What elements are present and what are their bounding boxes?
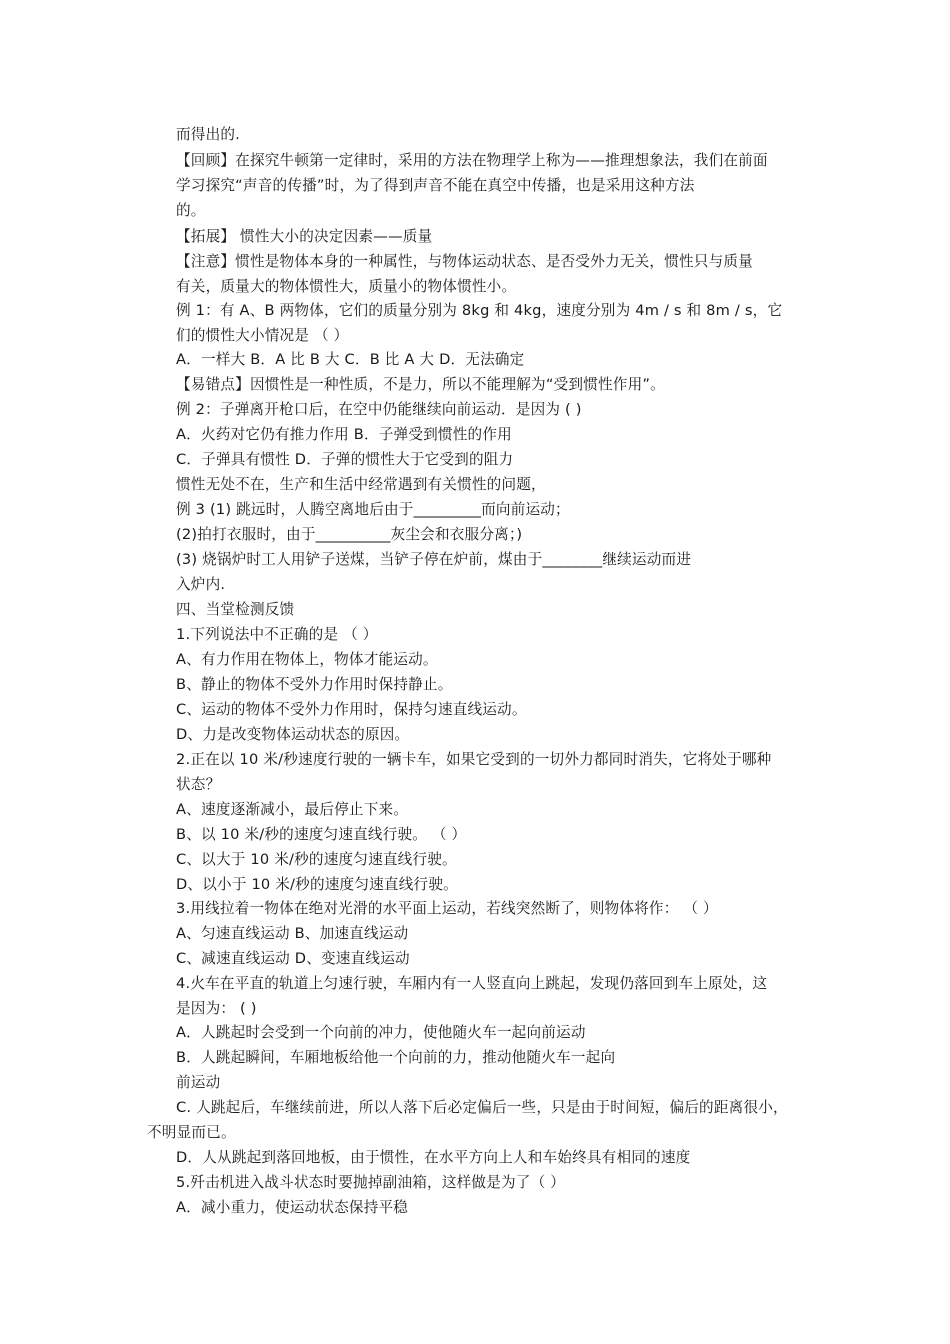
text-line: 4.火车在平直的轨道上匀速行驶，车厢内有一人竖直向上跳起，发现仍落回到车上原处，这 (176, 975, 768, 992)
text-line: 不明显而已。 (147, 1124, 236, 1141)
text-line: 入炉内. (176, 576, 226, 593)
text-line: A、匀速直线运动 B、加速直线运动 (176, 925, 409, 942)
text-line: 1.下列说法中不正确的是 （ ） (176, 626, 378, 643)
text-line: (3) 烧锅炉时工人用铲子送煤，当铲子停在炉前，煤由于________继续运动而进 (176, 551, 692, 568)
text-line: 【易错点】因惯性是一种性质，不是力，所以不能理解为“受到惯性作用”。 (176, 376, 665, 393)
text-line: D、以小于 10 米/秒的速度匀速直线行驶。 (176, 876, 458, 893)
text-line: (2)拍打衣服时，由于__________灰尘会和衣服分离；) (176, 526, 523, 543)
text-line: A、速度逐渐减小，最后停止下来。 (176, 801, 409, 818)
text-line: A．减小重力，使运动状态保持平稳 (176, 1199, 409, 1216)
text-line: C、减速直线运动 D、变速直线运动 (176, 950, 410, 967)
text-line: 例 3 (1) 跳远时，人腾空离地后由于_________而向前运动； (176, 501, 570, 518)
text-line: 学习探究“声音的传播”时，为了得到声音不能在真空中传播，也是采用这种方法 (176, 177, 695, 194)
text-line: 惯性无处不在，生产和生活中经常遇到有关惯性的问题， (176, 476, 546, 493)
text-line: 是因为： ( ) (176, 1000, 257, 1017)
text-line: B、静止的物体不受外力作用时保持静止。 (176, 676, 453, 693)
text-line: B．人跳起瞬间，车厢地板给他一个向前的力，推动他随火车一起向 (176, 1049, 616, 1066)
text-line: C、以大于 10 米/秒的速度匀速直线行驶。 (176, 851, 457, 868)
text-line: 2.正在以 10 米/秒速度行驶的一辆卡车，如果它受到的一切外力都同时消失，它将处于哪种 (176, 751, 772, 768)
text-line: C．子弹具有惯性 D．子弹的惯性大于它受到的阻力 (176, 451, 514, 468)
text-line: 的。 (176, 202, 206, 219)
text-line: A、有力作用在物体上，物体才能运动。 (176, 651, 438, 668)
text-line: 们的惯性大小情况是 （ ） (176, 327, 349, 344)
text-line: 【注意】惯性是物体本身的一种属性，与物体运动状态、是否受外力无关，惯性只与质量 (176, 253, 753, 270)
text-line: B、以 10 米/秒的速度匀速直线行驶。 （ ） (176, 826, 467, 843)
text-line: 3.用线拉着一物体在绝对光滑的水平面上运动，若线突然断了，则物体将作： （ ） (176, 900, 718, 917)
text-line: 状态？ (176, 776, 221, 793)
text-line: A．一样大 B．A 比 B 大 C．B 比 A 大 D．无法确定 (176, 351, 525, 368)
text-line: 有关，质量大的物体惯性大，质量小的物体惯性小。 (176, 278, 517, 295)
text-line: A．火药对它仍有推力作用 B．子弹受到惯性的作用 (176, 426, 512, 443)
text-line: D．人从跳起到落回地板，由于惯性，在水平方向上人和车始终具有相同的速度 (176, 1149, 691, 1166)
text-line: 前运动 (176, 1074, 221, 1091)
text-line: 例 2：子弹离开枪口后，在空中仍能继续向前运动．是因为 ( ) (176, 401, 582, 418)
text-line: 而得出的. (176, 126, 241, 143)
text-line: 例 1：有 A、B 两物体，它们的质量分别为 8kg 和 4kg，速度分别为 4m / s 和 8m / s，它 (176, 302, 783, 319)
text-line: 5.歼击机进入战斗状态时要抛掉副油箱，这样做是为了（ ） (176, 1174, 566, 1191)
text-line: C、运动的物体不受外力作用时，保持匀速直线运动。 (176, 701, 527, 718)
text-line: 【拓展】 惯性大小的决定因素——质量 (176, 228, 433, 245)
text-line: C. 人跳起后，车继续前进，所以人落下后必定偏后一些，只是由于时间短，偏后的距离很小， (176, 1099, 788, 1116)
section-heading: 四、当堂检测反馈 (176, 601, 295, 618)
text-line: 【回顾】在探究牛顿第一定律时，采用的方法在物理学上称为——推理想象法，我们在前面 (176, 152, 768, 169)
text-line: D、力是改变物体运动状态的原因。 (176, 726, 410, 743)
text-line: A．人跳起时会受到一个向前的冲力，使他随火车一起向前运动 (176, 1024, 586, 1041)
